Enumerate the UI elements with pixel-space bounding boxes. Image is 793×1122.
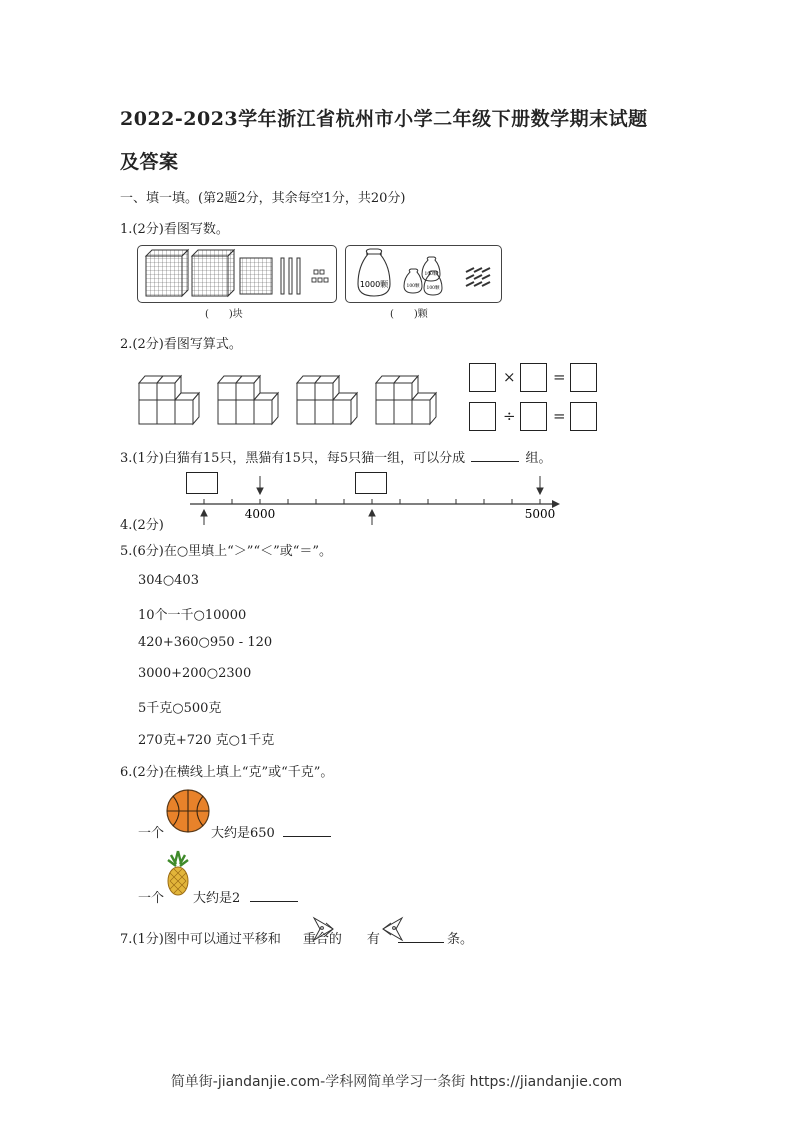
- row-prefix: 一个: [138, 826, 165, 841]
- question-2: 2.(2分)看图写算式。: [120, 337, 242, 352]
- multiply-sign: ×: [503, 368, 516, 386]
- cube-groups-figure: [137, 370, 437, 434]
- blocks-figure: [137, 245, 337, 303]
- row-suffix: 大约是650: [211, 826, 275, 841]
- divide-sign: ÷: [503, 407, 516, 425]
- arrow-icon: [537, 476, 543, 494]
- compare-item: 270克+720 克○1千克: [138, 733, 275, 748]
- hundred-cube-icon: [192, 250, 234, 296]
- blocks-caption: ( )块: [205, 309, 243, 320]
- answer-box[interactable]: [570, 402, 597, 431]
- arrow-icon: [201, 510, 207, 525]
- question-4: 4.(2分): [120, 518, 164, 533]
- q7-text-d: 条。: [447, 932, 474, 947]
- answer-box[interactable]: [570, 363, 597, 392]
- question-3-text: 3.(1分)白猫有15只，黑猫有15只，每5只猫一组，可以分成: [120, 451, 466, 466]
- bag-big-label: 1000颗: [359, 280, 389, 289]
- answer-blank[interactable]: [471, 449, 519, 462]
- q7-text-a: 7.(1分)图中可以通过平移和: [120, 932, 281, 947]
- hundred-cube-icon: [146, 250, 188, 296]
- question-3: [120, 447, 551, 466]
- row-suffix: 大约是2: [193, 891, 241, 906]
- ten-rod-icon: [281, 258, 300, 294]
- compare-item: 10个一千○10000: [138, 608, 247, 623]
- pineapple-row: [138, 887, 298, 906]
- page-title: 2022-2023学年浙江省杭州市小学二年级下册数学期末试题: [120, 108, 648, 130]
- tick-label-5000: 5000: [524, 507, 556, 521]
- tick-label-4000: 4000: [244, 507, 276, 521]
- compare-item: 3000+200○2300: [138, 666, 252, 681]
- fish-icon: [312, 915, 336, 947]
- equals-sign: =: [553, 368, 566, 386]
- answer-box[interactable]: [469, 363, 496, 392]
- row-prefix: 一个: [138, 891, 165, 906]
- question-5: 5.(6分)在○里填上“＞”“＜”或“＝”。: [120, 544, 333, 559]
- answer-blank[interactable]: [283, 824, 331, 837]
- answer-box[interactable]: [520, 363, 547, 392]
- question-6: 6.(2分)在横线上填上“克”或“千克”。: [120, 765, 334, 780]
- arrow-icon: [257, 476, 263, 494]
- answer-blank[interactable]: [250, 889, 298, 902]
- bag-small-label: 100颗: [406, 284, 420, 289]
- candy-icon: [466, 268, 490, 286]
- section-heading: 一、填一填。(第2题2分，其余每空1分，共20分): [120, 191, 406, 206]
- cube-group: [139, 376, 199, 424]
- question-3-suffix: 组。: [525, 451, 552, 466]
- question-7: [120, 928, 473, 947]
- compare-item: 420+360○950 - 120: [138, 635, 273, 650]
- bag-small-label: 100颗: [426, 286, 440, 291]
- answer-box[interactable]: [520, 402, 547, 431]
- bag-small-label: 100颗: [424, 272, 438, 277]
- q7-text-c: 有: [366, 932, 380, 947]
- bags-caption: ( )颗: [390, 309, 428, 320]
- page-title-continued: 及答案: [120, 151, 179, 173]
- answer-box[interactable]: [469, 402, 496, 431]
- fish-icon: [380, 915, 406, 947]
- compare-item: 304○403: [138, 573, 199, 588]
- q7-text-b: 重合的: [302, 932, 342, 947]
- question-1: 1.(2分)看图写数。: [120, 222, 229, 237]
- compare-item: 5千克○500克: [138, 701, 222, 716]
- arrow-icon: [369, 510, 375, 525]
- equals-sign: =: [553, 407, 566, 425]
- bags-figure: [345, 245, 502, 303]
- page-footer[interactable]: 简单街-jiandanjie.com-学科网简单学习一条街 https://jiandanjie.com: [170, 1074, 623, 1090]
- unit-cube-icon: [312, 270, 328, 282]
- hundred-flat-icon: [240, 258, 272, 294]
- number-line-ticks: [204, 499, 540, 504]
- number-line-figure: [190, 474, 560, 530]
- basketball-row: [138, 822, 331, 841]
